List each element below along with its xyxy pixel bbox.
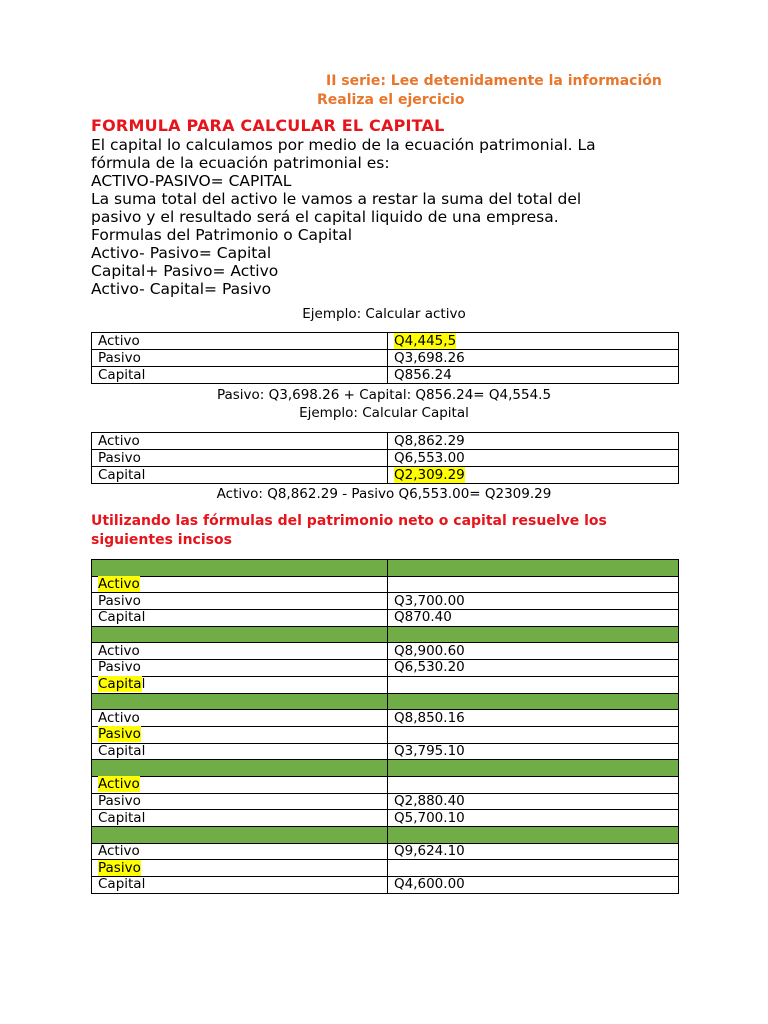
table-row [92,810,679,827]
partially-highlighted-unknown [98,676,145,692]
paragraph-line: Formulas del Patrimonio o Capital [91,226,353,244]
table-cell-label: Capital [92,810,388,827]
green-band-row [92,827,679,844]
table-cell-label [92,676,388,693]
answer-cell[interactable] [388,860,679,877]
page-title: FORMULA PARA CALCULAR EL CAPITAL [91,116,445,135]
highlighted-value: Q4,445,5 [394,333,457,349]
highlighted-unknown: Activo [98,576,140,593]
table-row [92,776,679,793]
example2-result: Activo: Q8,862.29 - Pasivo Q6,553.00= Q2309.29 [216,486,552,502]
highlighted-unknown: Pasivo [98,859,141,876]
unhighlighted-part: l [141,676,146,693]
green-band-row [92,560,679,577]
table-cell-label [92,726,388,743]
example2-heading: Ejemplo: Calcular Capital [299,405,469,421]
table-cell-label: Activo [92,710,388,727]
table-row [92,450,679,467]
highlighted-unknown: Activo [98,776,140,793]
table-cell-label: Activo [92,843,388,860]
table-row [92,843,679,860]
table-cell-value: Q3,795.10 [388,743,679,760]
table-row [92,333,679,350]
table-cell-value: Q8,900.60 [388,643,679,660]
series-subheading: Realiza el ejercicio [317,92,465,108]
table-cell-label: Capital [92,610,388,627]
table-cell-label: Pasivo [92,793,388,810]
table-cell-label: Pasivo [92,450,388,467]
table-cell-label: Capital [92,743,388,760]
table-cell-label: Capital [92,877,388,894]
table-cell-value: Q6,553.00 [388,450,679,467]
table-cell-value: Q8,850.16 [388,710,679,727]
table-cell-value: Q5,700.10 [388,810,679,827]
exercise-instruction: Utilizando las fórmulas del patrimonio neto o capital resuelve los siguientes incisos [91,513,607,548]
table-row [92,743,679,760]
table-cell-value [388,467,679,484]
table-cell-value: Q870.40 [388,610,679,627]
paragraph-line: El capital lo calculamos por medio de la ecuación patrimonial. La [91,136,596,154]
table-row [92,433,679,450]
answer-cell[interactable] [388,576,679,593]
series-heading: II serie: Lee detenidamente la información [326,73,662,89]
table-cell-value: Q8,862.29 [388,433,679,450]
intro-paragraph [91,136,596,298]
example1-table [91,332,679,384]
table-cell-label [92,860,388,877]
table-cell-value: Q4,600.00 [388,877,679,894]
highlighted-part: Capita [98,676,142,693]
table-cell-value: Q9,624.10 [388,843,679,860]
highlighted-unknown: Pasivo [98,726,141,743]
table-cell-value: Q856.24 [388,367,679,384]
table-cell-label: Pasivo [92,660,388,677]
table-row [92,676,679,693]
table-row [92,793,679,810]
example1-heading: Ejemplo: Calcular activo [302,306,466,322]
paragraph-line: ACTIVO-PASIVO= CAPITAL [91,172,292,190]
table-row [92,576,679,593]
table-cell-label: Activo [92,643,388,660]
table-row [92,877,679,894]
table-row [92,593,679,610]
table-row [92,660,679,677]
table-cell-label: Capital [92,367,388,384]
paragraph-line: Capital+ Pasivo= Activo [91,262,279,280]
answer-cell[interactable] [388,676,679,693]
table-row [92,643,679,660]
table-row [92,467,679,484]
paragraph-line: La suma total del activo le vamos a restar la suma del total del [91,190,582,208]
example1-result: Pasivo: Q3,698.26 + Capital: Q856.24= Q4,554.5 [216,387,552,403]
paragraph-line: Activo- Pasivo= Capital [91,244,272,262]
table-cell-value: Q6,530.20 [388,660,679,677]
table-cell-value: Q3,698.26 [388,350,679,367]
table-cell-value: Q3,700.00 [388,593,679,610]
table-cell-label: Activo [92,433,388,450]
example2-table [91,432,679,484]
exercise-table [91,559,679,894]
table-row [92,367,679,384]
table-row [92,610,679,627]
table-row [92,860,679,877]
table-row [92,726,679,743]
table-row [92,350,679,367]
table-cell-label [92,776,388,793]
answer-cell[interactable] [388,776,679,793]
green-band-row [92,693,679,710]
paragraph-line: Activo- Capital= Pasivo [91,280,272,298]
green-band-row [92,626,679,643]
table-cell-label: Pasivo [92,350,388,367]
table-cell-label: Activo [92,333,388,350]
table-cell-label: Capital [92,467,388,484]
table-cell-label [92,576,388,593]
table-row [92,710,679,727]
paragraph-line: fórmula de la ecuación patrimonial es: [91,154,390,172]
green-band-row [92,760,679,777]
table-cell-value: Q2,880.40 [388,793,679,810]
highlighted-value: Q2,309.29 [394,467,465,483]
table-cell-label: Pasivo [92,593,388,610]
table-cell-value [388,333,679,350]
answer-cell[interactable] [388,726,679,743]
paragraph-line: pasivo y el resultado será el capital liquido de una empresa. [91,208,559,226]
